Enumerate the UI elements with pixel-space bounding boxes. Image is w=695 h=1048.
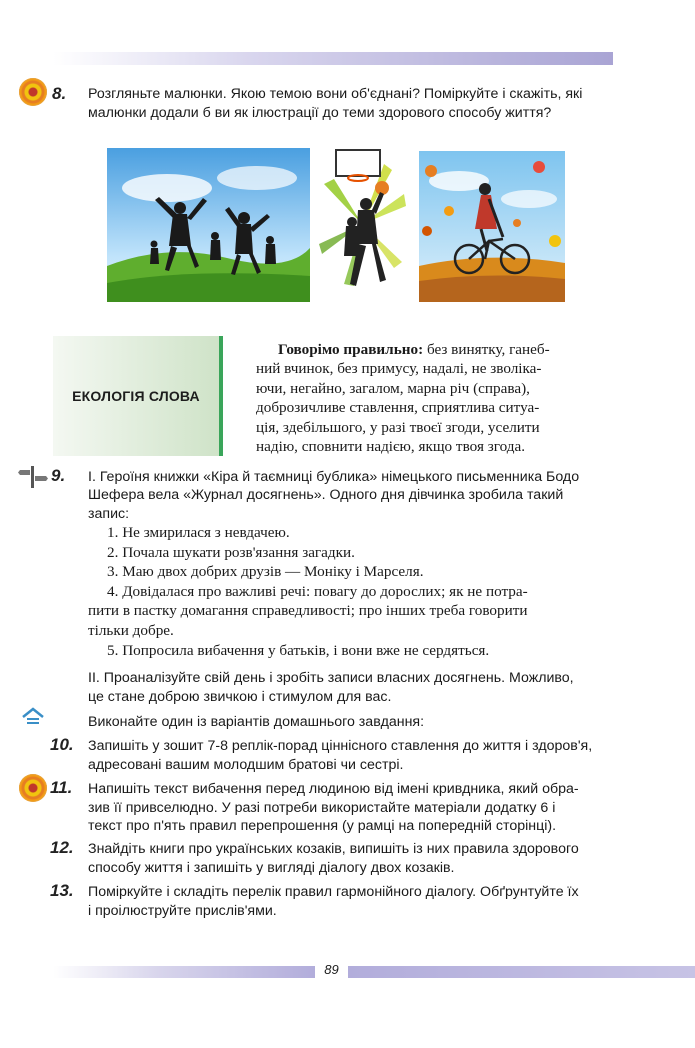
task-12-line: способу життя і запишіть у вигляді діалогу двох козаків. <box>88 859 455 876</box>
sun-icon <box>19 78 47 106</box>
photo-basketball <box>314 144 410 300</box>
task-9-intro <box>88 468 616 523</box>
task-8-line: малюнки додали б ви як ілюстрації до теми здорового способу життя? <box>88 104 552 121</box>
homework-text: Виконайте один із варіантів домашнього завдання: <box>88 714 425 730</box>
speak-lead: Говорімо правильно: <box>278 341 424 358</box>
task-9-intro-line: Шефера вела «Журнал досягнень». Одного дня дівчинка зробила такий <box>88 487 564 504</box>
list-item: 3. Маю двох добрих друзів — Моніку і Марселя. <box>107 563 424 581</box>
footer-bar-right <box>348 966 695 978</box>
task-9-part-2-line: це стане доброю звичкою і стимулом для вас. <box>88 688 392 705</box>
ecology-title: ЕКОЛОГІЯ СЛОВА <box>72 388 200 404</box>
ecology-box <box>53 336 223 456</box>
task-9-intro-line: І. Героїня книжки «Кіра й таємниці бублика» німецького письменника Бодо <box>88 469 580 485</box>
task-10-text <box>88 737 618 774</box>
list-item-cont: тільки добре. <box>88 621 174 639</box>
task-11-number: 11. <box>50 778 73 797</box>
task-11-line: Напишіть текст вибачення перед людиною від імені кривдника, який обра- <box>88 781 579 797</box>
task-13-line: і проілюструйте прислів'ями. <box>88 902 277 919</box>
photo-girl-bicycle <box>419 151 565 302</box>
speak-line: ний вчинок, без примусу, надалі, не зволіка- <box>256 360 542 378</box>
speak-line: надію, сповнити надією, якщо твоя згода. <box>256 438 525 456</box>
task-10-number: 10. <box>50 735 74 754</box>
task-10-line: Запишіть у зошит 7-8 реплік-порад ціннісного ставлення до життя і здоров'я, <box>88 738 593 754</box>
task-13-line: Поміркуйте і складіть перелік правил гармонійного діалогу. Обґрунтуйте їх <box>88 884 579 900</box>
task-9-intro-line: запис: <box>88 505 130 522</box>
task-11-line: текст про п'ять правил перепрошення (у рамці на попередній сторінці). <box>88 818 557 834</box>
task-11-line: зив її привселюдно. У разі потреби використайте матеріали додатку 6 і <box>88 799 556 816</box>
task-8-number: 8. <box>52 84 67 103</box>
list-item: 1. Не змирилася з невдачею. <box>107 524 290 541</box>
task-11-text <box>88 780 618 836</box>
speak-line-first <box>256 340 612 359</box>
photo-kids-jumping <box>107 148 310 302</box>
page-footer <box>0 962 695 980</box>
list-item: 4. Довідалася про важливі речі: повагу до дорослих; як не потра- <box>107 582 528 600</box>
achievement-list <box>88 523 615 660</box>
speak-line: доброзичливе ставлення, сприятлива ситуа- <box>256 399 540 417</box>
list-item: 2. Почала шукати розв'язання загадки. <box>107 543 355 561</box>
signpost-icon <box>18 464 48 490</box>
speak-line: без винятку, ганеб- <box>426 341 550 358</box>
task-12-number: 12. <box>50 838 74 857</box>
speak-line: ція, здебільшого, у разі твоєї згоди, уселити <box>256 418 540 436</box>
footer-bar-left <box>53 966 315 978</box>
task-13-text <box>88 883 618 920</box>
task-9-part-2-line: ІІ. Проаналізуйте свій день і зробіть записи власних досягнень. Можливо, <box>88 670 574 686</box>
list-item-cont: пити в пастку домагання справедливості; про інших треба говорити <box>88 602 528 620</box>
top-decorative-bar <box>53 52 613 65</box>
task-9-part-2 <box>88 669 616 706</box>
task-8-line: Розгляньте малюнки. Якою темою вони об'єднані? Поміркуйте і скажіть, які <box>88 86 583 102</box>
task-10-line: адресовані вашим молодшим братові чи сестрі. <box>88 756 404 773</box>
sun-icon <box>19 774 47 802</box>
task-12-text <box>88 840 618 877</box>
speak-line: ючи, негайно, загалом, марна річ (справа), <box>256 379 530 397</box>
speak-correctly-text <box>256 340 612 456</box>
task-13-number: 13. <box>50 881 74 900</box>
home-icon <box>21 707 45 727</box>
task-8-text <box>88 85 618 122</box>
task-9-number: 9. <box>51 466 66 485</box>
list-item: 5. Попросила вибачення у батьків, і вони вже не сердяться. <box>107 641 490 659</box>
page-number: 89 <box>324 962 339 977</box>
task-12-line: Знайдіть книги про українських козаків, випишіть із них правила здорового <box>88 841 579 857</box>
